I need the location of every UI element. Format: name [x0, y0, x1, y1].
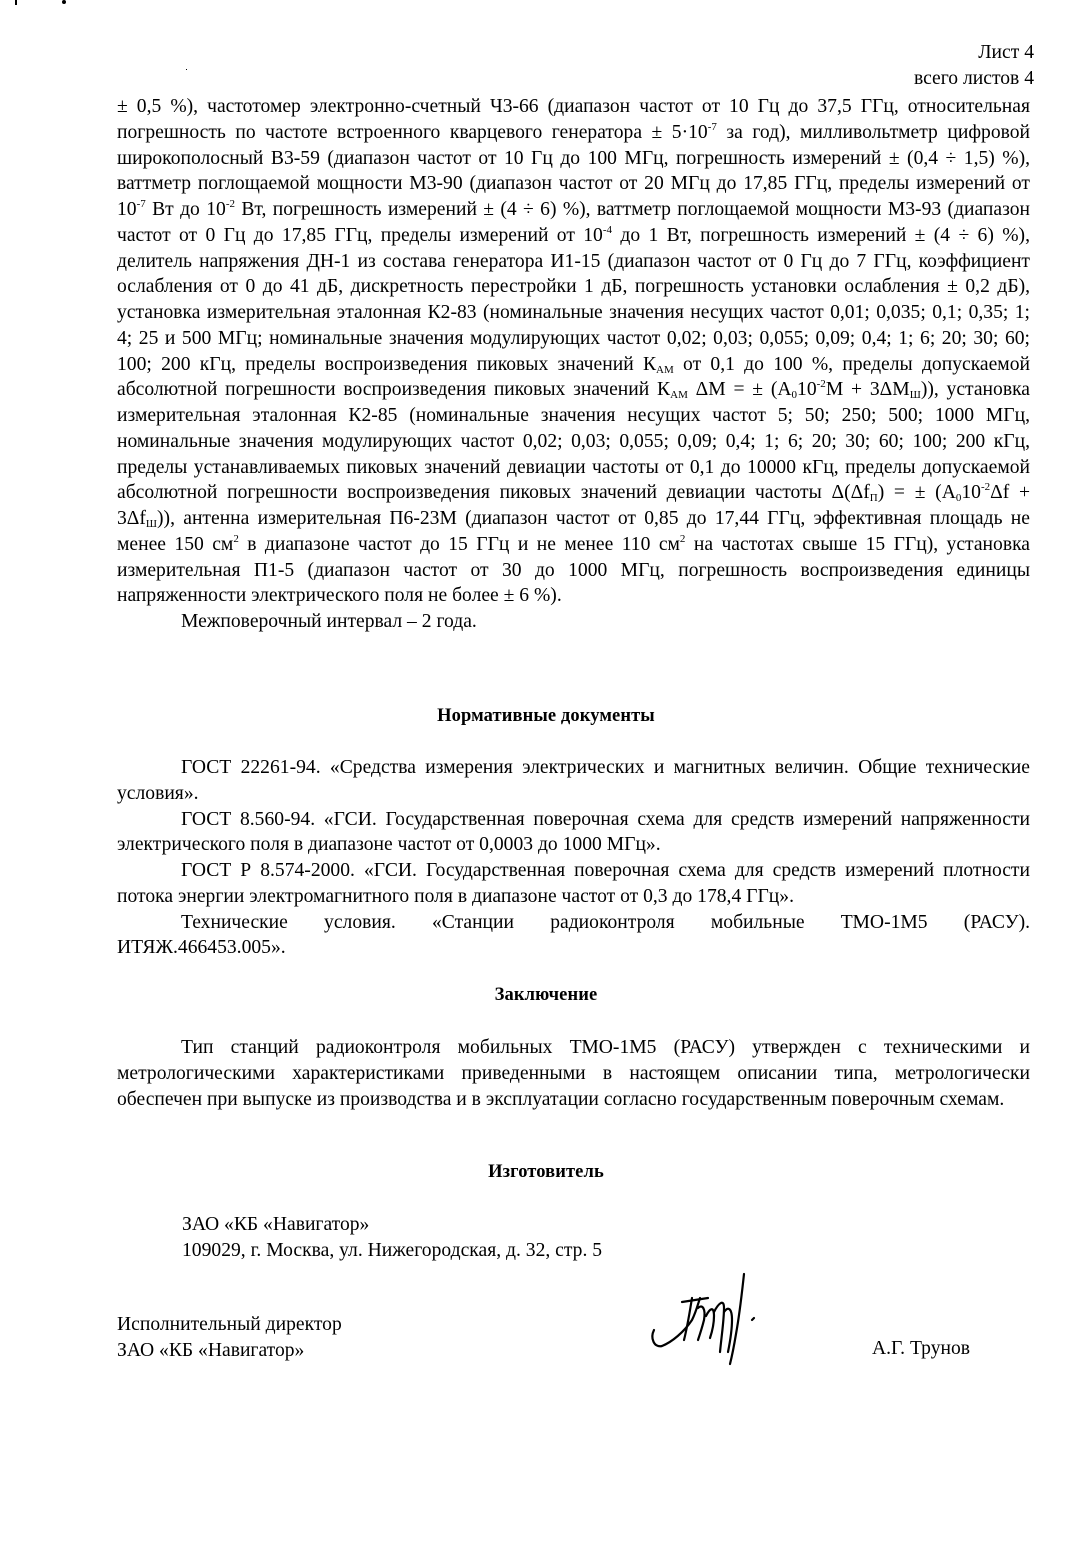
signoff-company: ЗАО «КБ «Навигатор» — [117, 1340, 305, 1361]
normative-list — [117, 755, 1030, 961]
manufacturer-block — [182, 1212, 602, 1264]
sheet-number: Лист 4 — [978, 42, 1034, 63]
sheet-total: всего листов 4 — [913, 67, 1034, 89]
continuation-paragraph-text: ± 0,5 %), частотомер электронно-счетный Ч3-66 (диапазон частот от 10 Гц до 37,5 ГГц, относительная погрешность по частоте встроенного кварцевого генератора ± $5\cdot 10^{-7}$ за год), милливольтметр цифровой широкополосный В3-59 (диапазон частот от 10 Гц до 100 МГц, погрешность измерений ± (0,4 ÷ 1,5) %), ваттметр поглощаемой мощности М3-90 (диапазон частот от 20 МГц до 17,85 ГГц, пределы измерений от $10^{-7}$ Вт до $10^{-2}$ Вт, погрешность измерений ± (4 ÷ 6) %), ваттметр поглощаемой мощности М3-93 (диапазон частот от 0 Гц до 17,85 ГГц, пределы измерений от $10^{-4}$ до 1 Вт, погрешность измерений ± (4 ÷ 6) %), делитель напряжения ДН-1 из состава генератора И1-15 (диапазон частот от 0 Гц до 7 ГГц, коэффициент ослабления от 0 до 41 дБ, дискретность перестройки 1 дБ, погрешность установки ослабления ± 0,2 дБ), установка измерительная эталонная К2-83 (номинальные значения несущих частот 0,01; 0,035; 0,1; 0,35; 1; 4; 25 и 500 МГц; номинальные значения модулирующих частот 0,02; 0,03; 0,055; 0,09; 0,4; 1; 6; 20; 30; 60; 100; 200 кГц, пределы воспроизведения пиковых значений $К_{АМ}$ от 0,1 до 100 %, пределы допускаемой абсолютной погрешности воспроизведения пиковых значений $К_{АМ}$ ΔМ = ± $(А_010^{-2}М + 3\Delta М_Ш)$), установка измерительная эталонная К2-85 (номинальные значения несущих частот 5; 50; 250; 500; 1000 МГц, номинальные значения модулирующих частот 0,02; 0,03; 0,055; 0,09; 0,4; 1; 6; 20; 30; 60; 100; 200 кГц, пределы устанавливаемых пиковых значений девиации частоты от 0,1 до 10000 кГц, пределы допускаемой абсолютной погрешности воспроизведения пиковых значений девиации частоты $\Delta(\Delta f_П)$ = ± $(А_010^{-2}\Delta f + 3\Delta f_Ш)$), антенна измерительная П6-23М (диапазон частот от 0,85 до 17,44 ГГц, эффективная площадь не менее 150 $см^2$ в диапазоне частот до 15 ГГц и не менее 110 $см^2$ на частотах свыше 15 ГГц), установка измерительная П1-5 (диапазон частот от 30 до 1000 МГц, погрешность воспроизведения единицы напряженности электрического поля не более ± 6 %). — [117, 96, 1031, 607]
manufacturer-address: 109029, г. Москва, ул. Нижегородская, д. 32, стр. 5 — [182, 1240, 603, 1261]
signoff-title: Исполнительный директор — [117, 1314, 342, 1335]
conclusion-section — [117, 1035, 1030, 1112]
verification-interval: Межповерочный интервал – 2 года. — [181, 611, 477, 632]
normative-item: Технические условия. «Станции радиоконтроля мобильные ТМО-1М5 (РАСУ). ИТЯЖ.466453.005». — [117, 911, 1030, 959]
normative-item: ГОСТ 22261-94. «Средства измерения электрических и магнитных величин. Общие технические условия». — [117, 757, 1030, 804]
manufacturer-heading: Изготовитель — [488, 1162, 604, 1182]
handwritten-signature-icon — [648, 1268, 768, 1378]
continuation-paragraph — [117, 94, 1030, 635]
signer-name: А.Г. Трунов — [872, 1338, 971, 1359]
sheet-header — [914, 40, 1034, 91]
signoff-position — [117, 1312, 342, 1364]
normative-item: ГОСТ Р 8.574-2000. «ГСИ. Государственная поверочная схема для средств измерений плотности потока энергии электромагнитного поля в диапазоне частот от 0,3 до 178,4 ГГц». — [117, 860, 1030, 907]
conclusion-heading: Заключение — [494, 985, 598, 1005]
manufacturer-name: ЗАО «КБ «Навигатор» — [182, 1214, 370, 1235]
conclusion-text: Тип станций радиоконтроля мобильных ТМО-1М5 (РАСУ) утвержден с техническими и метрологическими характеристиками приведенными в настоящем описании типа, метрологически обеспечен при выпуске из производства и в эксплуатации согласно государственным поверочным схемам. — [117, 1037, 1030, 1110]
normative-item: ГОСТ 8.560-94. «ГСИ. Государственная поверочная схема для средств измерений напряженности электрического поля в диапазоне частот от 0,0003 до 1000 МГц». — [117, 808, 1030, 856]
scan-artifact-mark — [15, 0, 17, 5]
scan-artifact-mark — [62, 0, 66, 4]
scan-artifact-dot — [186, 69, 187, 70]
normative-heading: Нормативные документы — [437, 706, 655, 726]
